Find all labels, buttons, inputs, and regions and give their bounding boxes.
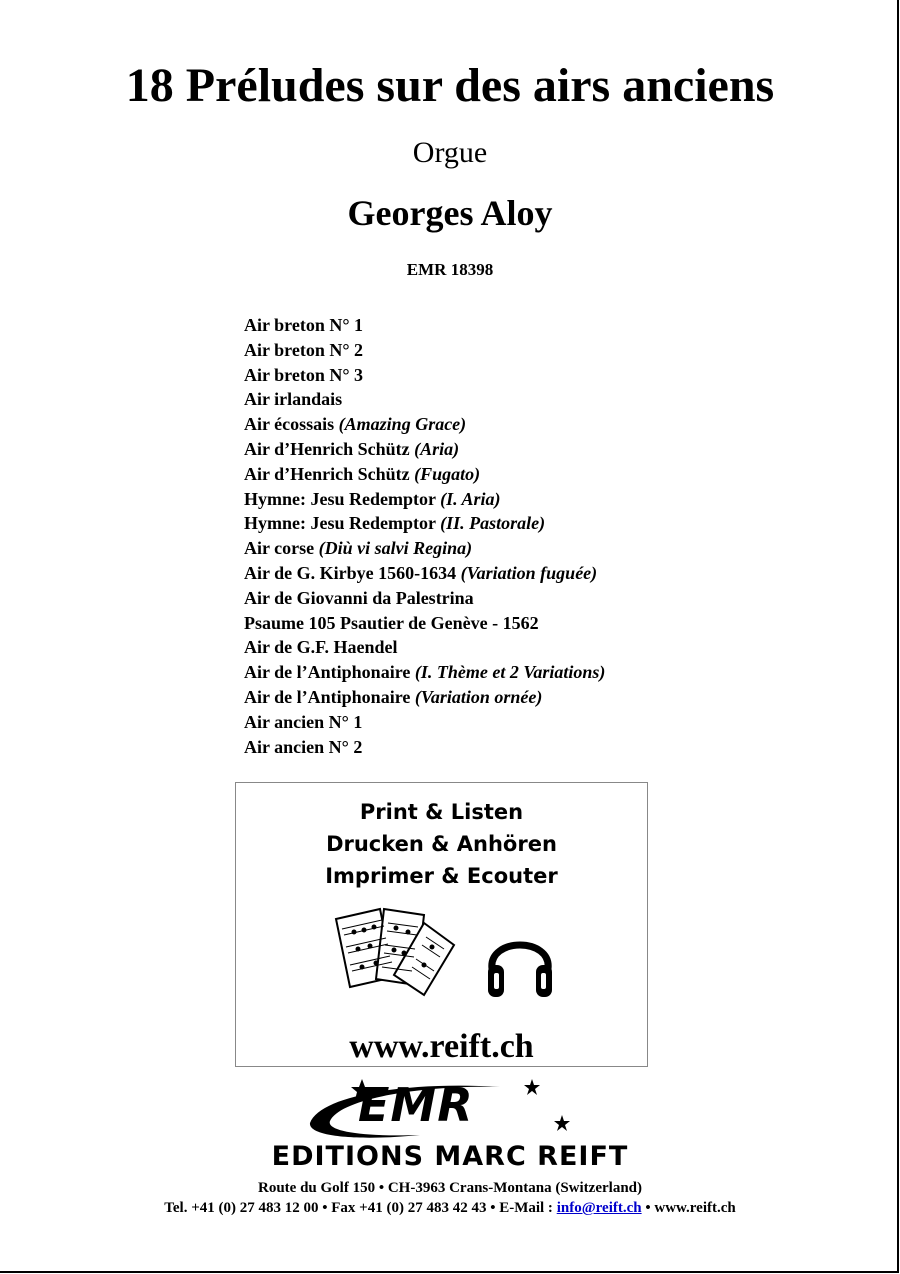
sheet-music-icon — [328, 905, 458, 997]
contents-item-title: Air de Giovanni da Palestrina — [244, 587, 474, 608]
contents-item — [244, 536, 605, 561]
contents-item-subtitle: (Amazing Grace) — [338, 414, 467, 435]
contents-item — [244, 387, 605, 412]
contents-item — [244, 313, 605, 338]
contents-item-title: Psaume 105 Psautier de Genève - 1562 — [244, 612, 539, 633]
contents-item-title: Air d’Henrich Schütz — [244, 438, 415, 459]
contents-list — [244, 313, 605, 759]
contents-item-title: Air d’Henrich Schütz — [244, 463, 415, 484]
publisher-address: Route du Golf 150 • CH-3963 Crans-Montana (Switzerland) — [258, 1180, 642, 1196]
promo-website-link[interactable]: www.reift.ch — [349, 1028, 534, 1065]
page-title: 18 Préludes sur des airs anciens — [125, 59, 775, 112]
contents-item — [244, 561, 605, 586]
contents-item-subtitle: (Diù vi salvi Regina) — [318, 538, 473, 559]
contents-item-subtitle: (Fugato) — [414, 463, 481, 484]
composer-name: Georges Aloy — [347, 193, 553, 233]
contents-item — [244, 487, 605, 512]
contents-item — [244, 338, 605, 363]
contents-item-title: Air ancien N° 2 — [244, 736, 363, 757]
contents-item-subtitle: (I. Aria) — [440, 488, 501, 509]
contents-item-title: Air de G.F. Haendel — [244, 637, 398, 658]
catalog-number: EMR 18398 — [406, 260, 494, 279]
instrument-label: Orgue — [412, 136, 488, 169]
contents-item — [244, 462, 605, 487]
contents-item — [244, 412, 605, 437]
contents-item — [244, 363, 605, 388]
contact-phone-fax: Tel. +41 (0) 27 483 12 00 • Fax +41 (0) 27 483 42 43 • E-Mail : — [164, 1200, 557, 1216]
contents-item — [244, 586, 605, 611]
contents-item-title: Air corse — [244, 538, 319, 559]
contents-item — [244, 635, 605, 660]
contents-item-subtitle: (I. Thème et 2 Variations) — [414, 662, 606, 683]
contents-item-title: Air de l’Antiphonaire — [244, 662, 415, 683]
contents-item-title: Air breton N° 3 — [244, 364, 364, 385]
contents-item — [244, 437, 605, 462]
contents-item-subtitle: (Aria) — [414, 438, 460, 459]
contents-item-title: Air breton N° 1 — [244, 315, 364, 335]
contents-item — [244, 710, 605, 735]
promo-line-print-listen: Print & Listen — [359, 800, 524, 824]
emr-logo-text: EMR — [358, 1078, 474, 1132]
contents-item — [244, 660, 605, 685]
contents-item-title: Hymne: Jesu Redemptor — [244, 488, 441, 509]
contact-website: • www.reift.ch — [641, 1200, 736, 1216]
contents-item — [244, 685, 605, 710]
contents-item-title: Air écossais — [244, 414, 339, 435]
contents-item-subtitle: (II. Pastorale) — [440, 513, 546, 534]
publisher-contact — [0, 1200, 900, 1217]
contents-item-title: Air ancien N° 1 — [244, 711, 363, 732]
promo-line-imprimer-ecouter: Imprimer & Ecouter — [325, 864, 558, 888]
contents-item-title: Air de G. Kirbye 1560-1634 — [244, 562, 461, 583]
contents-item — [244, 611, 605, 636]
contents-item — [244, 735, 605, 760]
headphones-icon — [484, 923, 556, 1001]
promo-line-drucken-anhoren: Drucken & Anhören — [326, 832, 557, 856]
print-listen-box — [235, 782, 648, 1067]
contents-item-title: Air breton N° 2 — [244, 339, 364, 360]
contents-item-title: Hymne: Jesu Redemptor — [244, 513, 441, 534]
contents-item-subtitle: (Variation fuguée) — [460, 562, 598, 583]
contents-item-title: Air de l’Antiphonaire — [244, 686, 415, 707]
contents-item-subtitle: (Variation ornée) — [414, 686, 543, 707]
publisher-name: EDITIONS MARC REIFT — [271, 1141, 629, 1172]
contents-item-title: Air irlandais — [244, 389, 343, 410]
contents-item — [244, 511, 605, 536]
email-link[interactable]: info@reift.ch — [556, 1200, 642, 1216]
